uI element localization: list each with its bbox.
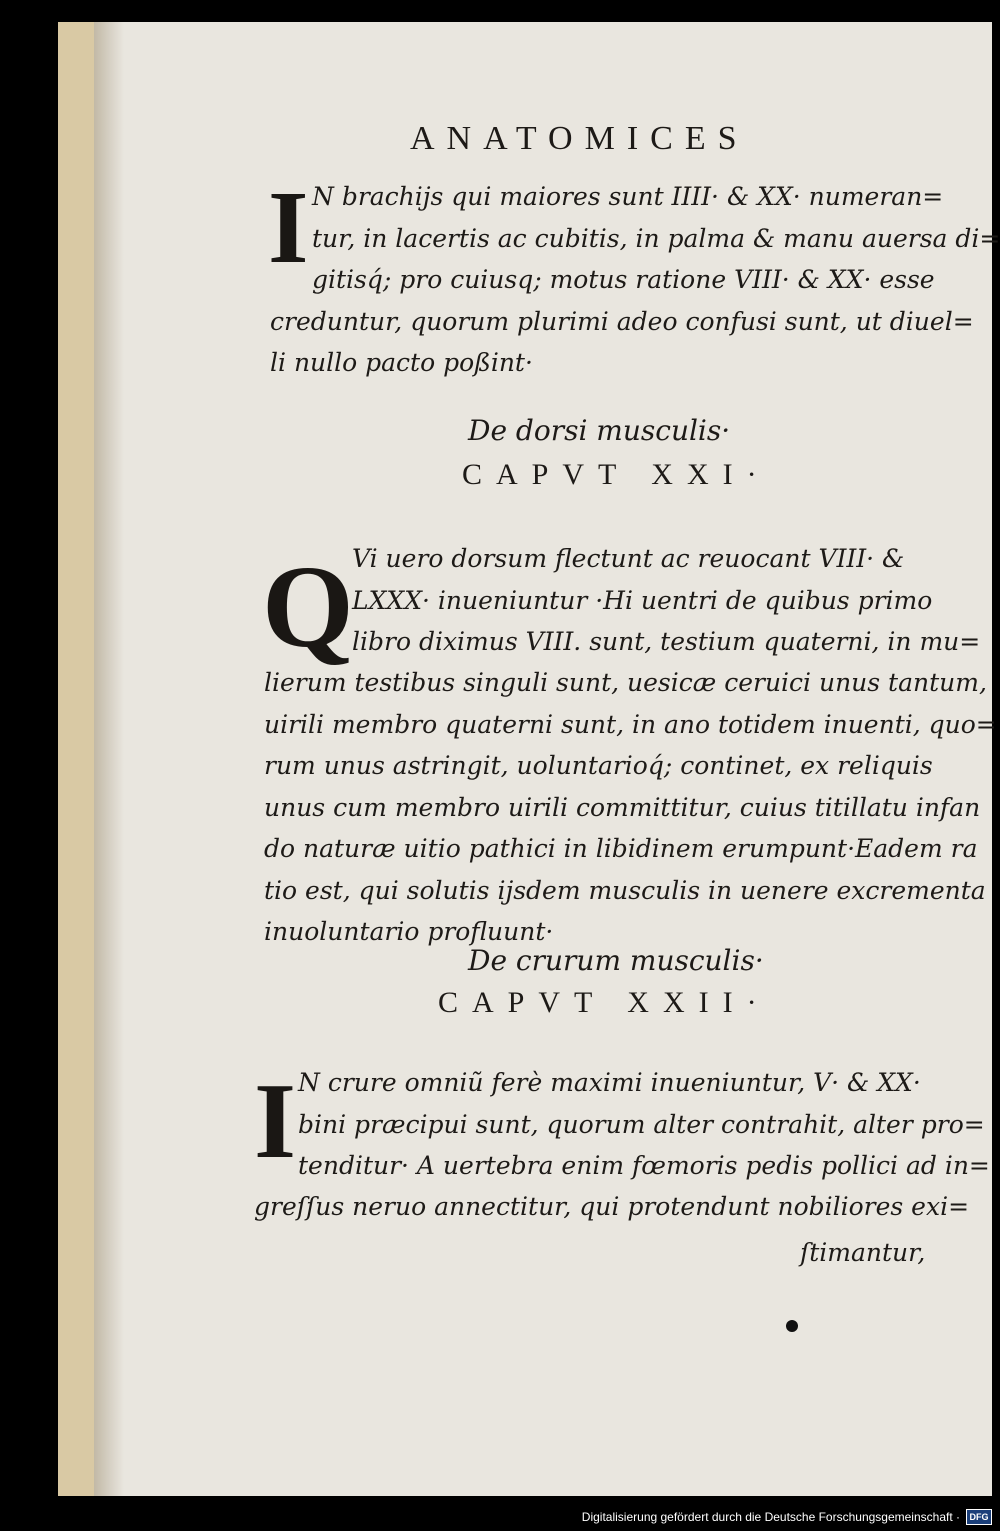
drop-cap-initial: I bbox=[254, 1062, 297, 1181]
text-line: uirili membro quaterni sunt, in ano totidem inuenti, quo= bbox=[264, 709, 997, 739]
text-line: libro diximus VIII. sunt, testium quaterni, in mu= bbox=[352, 627, 981, 656]
text-line: lierum testibus singuli sunt, uesicæ ceruici unus tantum, bbox=[264, 668, 987, 697]
text-line: N brachijs qui maiores sunt IIII· & XX· numeran= bbox=[312, 182, 944, 211]
chapter-heading: CAPVT XXI· bbox=[462, 458, 771, 491]
text-line: gitisq́; pro cuiusq; motus ratione VIII· & XX· esse bbox=[312, 265, 935, 294]
text-line: tenditur· A uertebra enim fœmoris pedis pollici ad in= bbox=[298, 1151, 990, 1180]
text-line: Vi uero dorsum flectunt ac reuocant VIII· & bbox=[352, 544, 905, 573]
footer bbox=[582, 1507, 992, 1527]
catchword: ſtimantur, bbox=[800, 1238, 926, 1267]
paragraph bbox=[312, 176, 1000, 259]
text-line: rum unus astringit, uoluntarioq́; continet, ex reliquis bbox=[264, 751, 933, 780]
paragraph-continued bbox=[264, 662, 997, 953]
signature-mark bbox=[786, 1320, 798, 1332]
paragraph bbox=[352, 538, 980, 663]
text-line: creduntur, quorum plurimi adeo confusi sunt, ut diuel= bbox=[270, 306, 974, 336]
text-line: do naturæ uitio pathici in libidinem erumpunt·Eadem ra bbox=[264, 834, 978, 863]
text-line: bini præcipui sunt, quorum alter contrahit, alter pro= bbox=[298, 1109, 985, 1139]
paragraph bbox=[298, 1062, 990, 1187]
text-line: li nullo pacto poßint· bbox=[270, 348, 533, 377]
footer-credit: Digitalisierung gefördert durch die Deutsche Forschungsgemeinschaft · bbox=[581, 1510, 960, 1524]
drop-cap-initial: I bbox=[268, 170, 309, 285]
gutter-shadow bbox=[94, 22, 124, 1496]
running-head: ANATOMICES bbox=[410, 120, 749, 157]
text-line: N crure omniũ ferè maximi inueniuntur, V· & XX· bbox=[298, 1068, 921, 1097]
text-line: LXXX· inueniuntur ·Hi uentri de quibus primo bbox=[352, 585, 933, 615]
dfg-logo-icon: DFG bbox=[966, 1509, 992, 1525]
paragraph-continued bbox=[254, 1186, 969, 1228]
text-line: inuoluntario profluunt· bbox=[264, 917, 554, 946]
paragraph-continued bbox=[270, 259, 974, 384]
drop-cap-initial: Q bbox=[262, 541, 354, 672]
section-title: De dorsi musculis· bbox=[468, 414, 731, 447]
text-line: greſſus neruo annectitur, qui protendunt nobiliores exi= bbox=[254, 1192, 970, 1221]
text-line: tur, in lacertis ac cubitis, in palma & manu auersa di= bbox=[312, 223, 1000, 253]
text-line: unus cum membro uirili committitur, cuius titillatu infan bbox=[264, 792, 981, 822]
text-line: tio est, qui solutis ijsdem musculis in uenere excrementa bbox=[264, 875, 986, 905]
chapter-heading: CAPVT XXII· bbox=[438, 986, 771, 1019]
section-title: De crurum musculis· bbox=[468, 944, 764, 977]
